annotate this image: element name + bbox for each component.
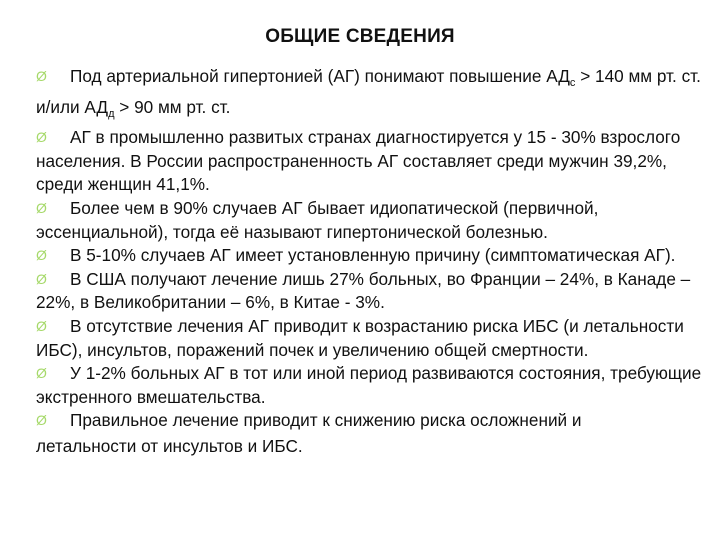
list-item bbox=[36, 244, 704, 268]
bullet-arrow-icon: Ø bbox=[36, 199, 47, 216]
item-text: > 140 мм рт. ст. и/или АД bbox=[36, 66, 701, 117]
item-text: В 5-10% случаев АГ имеет установленную причину (симптоматическая АГ). bbox=[70, 245, 676, 266]
list-item bbox=[36, 126, 704, 197]
list-item bbox=[36, 197, 704, 244]
list-item bbox=[36, 268, 704, 315]
slide-title: ОБЩИЕ СВЕДЕНИЯ bbox=[265, 26, 455, 47]
bullet-arrow-icon: Ø bbox=[36, 129, 47, 146]
subscript-s: с bbox=[569, 77, 576, 89]
bullet-arrow-icon: Ø bbox=[36, 68, 47, 84]
list-item bbox=[36, 362, 704, 409]
list-item bbox=[36, 315, 704, 362]
list-item bbox=[36, 65, 704, 126]
bullet-arrow-icon: Ø bbox=[36, 317, 47, 334]
item-text: Правильное лечение приводит к снижению риска осложнений и bbox=[70, 410, 582, 431]
item-text: У 1-2% больных АГ в тот или иной период развиваются состояния, требующие экстренного вмешательства. bbox=[36, 363, 702, 407]
list-item bbox=[36, 409, 704, 458]
item-text-continuation: летальности от инсультов и ИБС. bbox=[36, 435, 303, 456]
bullet-arrow-icon: Ø bbox=[36, 270, 47, 287]
item-text: > 90 мм рт. ст. bbox=[114, 96, 231, 117]
bullet-arrow-icon: Ø bbox=[36, 247, 47, 264]
item-text: В отсутствие лечения АГ приводит к возрастанию риска ИБС (и летальности ИБС), инсультов, поражений почек и увеличению общей смертности. bbox=[36, 315, 684, 360]
bullet-arrow-icon: Ø bbox=[36, 365, 47, 382]
bullet-arrow-icon: Ø bbox=[36, 412, 47, 429]
bullet-list bbox=[36, 65, 704, 459]
item-text: Более чем в 90% случаев АГ бывает идиопатической (первичной, эссенциальной), тогда её называют гипертонической болезнью. bbox=[36, 197, 599, 242]
subscript-d: д bbox=[108, 107, 115, 120]
item-text: Под артериальной гипертонией (АГ) понимают повышение АД bbox=[70, 66, 570, 86]
item-text: АГ в промышленно развитых странах диагностируется у 15 - 30% взрослого населения. В России распространенность АГ составляет среди мужчин 39,2%, среди женщин 41,1%. bbox=[36, 127, 681, 195]
item-text: В США получают лечение лишь 27% больных, во Франции – 24%, в Канаде – 22%, в Великобритании – 6%, в Китае - 3%. bbox=[36, 268, 691, 313]
